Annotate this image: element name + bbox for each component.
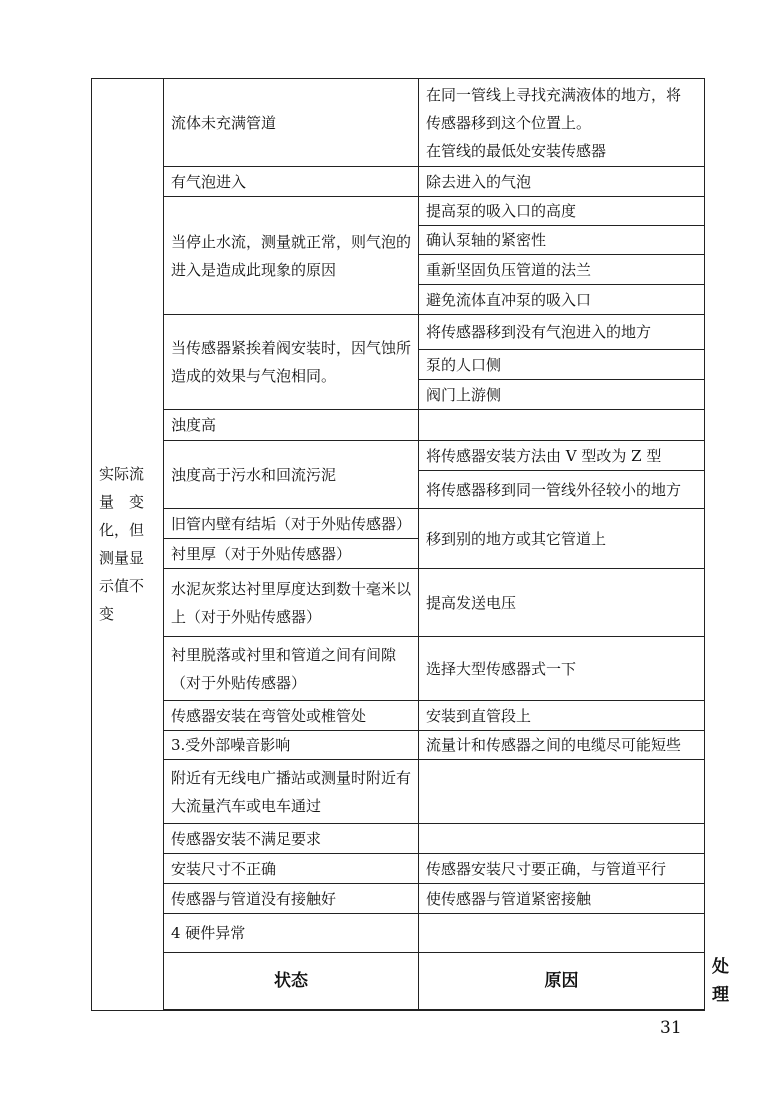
action-cell: 除去进入的气泡 xyxy=(419,167,705,197)
action-cell: 将传感器移到同一管线外径较小的地方 xyxy=(419,471,705,509)
table-row xyxy=(92,854,705,884)
cause-cell: 浊度高 xyxy=(164,410,419,441)
action-cell: 移到别的地方或其它管道上 xyxy=(419,509,705,569)
action-cell: 避免流体直冲泵的吸入口 xyxy=(419,285,705,315)
action-cell xyxy=(419,914,705,953)
cause-cell: 当停止水流，测量就正常，则气泡的进入是造成此现象的原因 xyxy=(164,197,419,315)
action-cell: 安装到直管段上 xyxy=(419,701,705,731)
action-line: 在管线的最低处安装传感器 xyxy=(426,141,607,160)
action-cell xyxy=(419,410,705,441)
state-cell xyxy=(92,79,164,1011)
action-cell: 确认泵轴的紧密性 xyxy=(419,226,705,255)
cause-cell: 有气泡进入 xyxy=(164,167,419,197)
action-cell: 使传感器与管道紧密接触 xyxy=(419,884,705,914)
action-cell: 提高发送电压 xyxy=(419,569,705,637)
cause-cell: 3.受外部噪音影响 xyxy=(164,731,419,760)
action-cell xyxy=(419,79,705,167)
table-row xyxy=(92,569,705,637)
cause-cell: 4 硬件异常 xyxy=(164,914,419,953)
state-label: 实际流 量 变 化，但 测量显 示值不 变 xyxy=(99,465,145,624)
action-cell: 传感器安装尺寸要正确，与管道平行 xyxy=(419,854,705,884)
action-cell: 提高泵的吸入口的高度 xyxy=(419,197,705,226)
table-row xyxy=(92,509,705,539)
action-cell: 重新坚固负压管道的法兰 xyxy=(419,255,705,285)
table-row xyxy=(92,637,705,701)
page-number: 31 xyxy=(660,1018,682,1038)
cause-cell: 附近有无线电广播站或测量时附近有大流量汽车或电车通过 xyxy=(164,760,419,824)
cause-cell: 传感器与管道没有接触好 xyxy=(164,884,419,914)
action-cell: 将传感器移到没有气泡进入的地方 xyxy=(419,315,705,350)
table-row xyxy=(92,79,705,167)
table-row xyxy=(92,315,705,350)
table-row xyxy=(92,760,705,824)
table-row xyxy=(92,731,705,760)
table-row xyxy=(92,824,705,854)
action-cell: 流量计和传感器之间的电缆尽可能短些 xyxy=(419,731,705,760)
action-cell xyxy=(419,824,705,854)
action-line: 在同一管线上寻找充满液体的地方，将 xyxy=(426,85,682,104)
cause-cell: 流体未充满管道 xyxy=(164,79,419,167)
table-row xyxy=(92,441,705,471)
header-state: 状态 xyxy=(164,953,419,1011)
action-cell: 泵的人口侧 xyxy=(419,350,705,380)
troubleshooting-table xyxy=(91,78,729,1011)
action-cell: 选择大型传感器式一下 xyxy=(419,637,705,701)
action-cell xyxy=(419,760,705,824)
cause-cell: 衬里厚（对于外贴传感器） xyxy=(164,539,419,569)
table-row xyxy=(92,884,705,914)
action-cell: 阀门上游侧 xyxy=(419,380,705,410)
table-header-row: 状态 原因 处理 xyxy=(92,953,705,1011)
action-cell: 将传感器安装方法由 V 型改为 Z 型 xyxy=(419,441,705,471)
header-cause: 原因 xyxy=(419,953,705,1011)
cause-cell: 水泥灰浆达衬里厚度达到数十毫米以上（对于外贴传感器） xyxy=(164,569,419,637)
cause-cell: 安装尺寸不正确 xyxy=(164,854,419,884)
table-row xyxy=(92,167,705,197)
table-row xyxy=(92,410,705,441)
table-row xyxy=(92,914,705,953)
cause-cell: 衬里脱落或衬里和管道之间有间隙（对于外贴传感器） xyxy=(164,637,419,701)
cause-cell: 旧管内壁有结垢（对于外贴传感器） xyxy=(164,509,419,539)
cause-cell: 当传感器紧挨着阀安装时，因气蚀所造成的效果与气泡相同。 xyxy=(164,315,419,410)
table-row xyxy=(92,197,705,226)
cause-cell: 传感器安装在弯管处或椎管处 xyxy=(164,701,419,731)
cause-cell: 传感器安装不满足要求 xyxy=(164,824,419,854)
table-row xyxy=(92,701,705,731)
cause-cell: 浊度高于污水和回流污泥 xyxy=(164,441,419,509)
action-line: 传感器移到这个位置上。 xyxy=(426,113,592,132)
